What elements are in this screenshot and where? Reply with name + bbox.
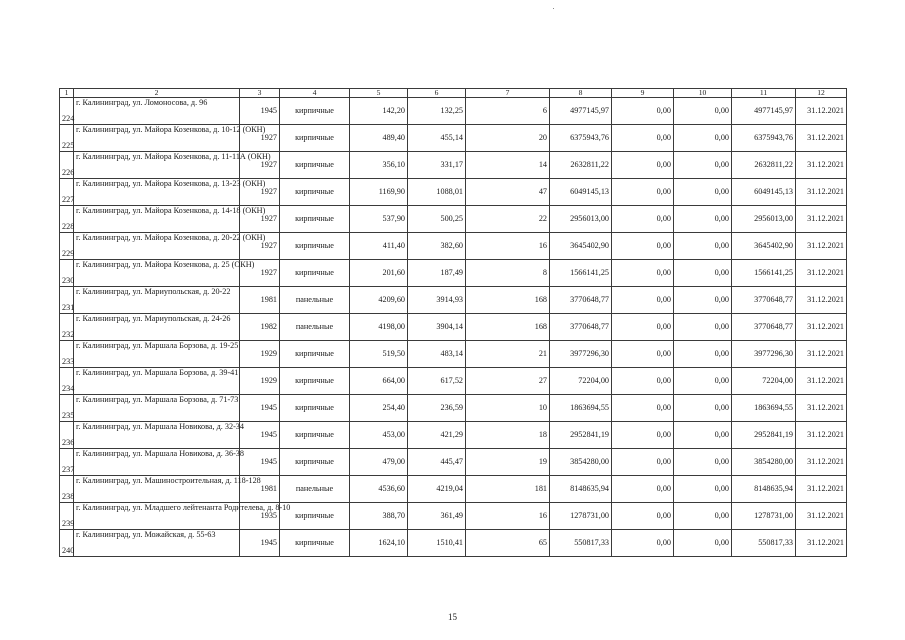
total-cost-cell: 1278731,00 bbox=[550, 503, 612, 530]
budget-cost-cell: 0,00 bbox=[674, 503, 732, 530]
owner-funds-cell: 72204,00 bbox=[732, 368, 796, 395]
residents-count-cell: 22 bbox=[466, 206, 550, 233]
table-row bbox=[60, 98, 847, 125]
total-area-cell: 356,10 bbox=[350, 152, 408, 179]
residents-count-cell: 20 bbox=[466, 125, 550, 152]
owner-funds-cell: 550817,33 bbox=[732, 530, 796, 557]
residential-area-cell: 455,14 bbox=[408, 125, 466, 152]
residents-count-cell: 14 bbox=[466, 152, 550, 179]
wall-material-cell: панельные bbox=[280, 314, 350, 341]
residential-area-cell: 236,59 bbox=[408, 395, 466, 422]
owner-funds-cell: 3645402,90 bbox=[732, 233, 796, 260]
completion-date-cell: 31.12.2021 bbox=[796, 125, 847, 152]
total-area-cell: 4198,00 bbox=[350, 314, 408, 341]
year-built-cell: 1945 bbox=[240, 395, 280, 422]
year-built-cell: 1927 bbox=[240, 179, 280, 206]
column-number: 11 bbox=[732, 89, 796, 98]
wall-material-cell: кирпичные bbox=[280, 260, 350, 287]
residential-area-cell: 445,47 bbox=[408, 449, 466, 476]
row-number-cell: 237 bbox=[60, 449, 74, 476]
fund-cost-cell: 0,00 bbox=[612, 260, 674, 287]
row-number-cell: 235 bbox=[60, 395, 74, 422]
wall-material-cell: кирпичные bbox=[280, 422, 350, 449]
row-number-cell: 228 bbox=[60, 206, 74, 233]
completion-date-cell: 31.12.2021 bbox=[796, 341, 847, 368]
residents-count-cell: 18 bbox=[466, 422, 550, 449]
owner-funds-cell: 1566141,25 bbox=[732, 260, 796, 287]
address-cell: г. Калининград, ул. Маршала Новикова, д. 36-38 bbox=[74, 449, 240, 476]
total-cost-cell: 1566141,25 bbox=[550, 260, 612, 287]
completion-date-cell: 31.12.2021 bbox=[796, 98, 847, 125]
address-cell: г. Калининград, ул. Майора Козенкова, д. 11-11А (ОКН) bbox=[74, 152, 240, 179]
wall-material-cell: панельные bbox=[280, 287, 350, 314]
residential-area-cell: 3904,14 bbox=[408, 314, 466, 341]
wall-material-cell: кирпичные bbox=[280, 341, 350, 368]
wall-material-cell: панельные bbox=[280, 476, 350, 503]
total-cost-cell: 2952841,19 bbox=[550, 422, 612, 449]
owner-funds-cell: 2632811,22 bbox=[732, 152, 796, 179]
year-built-cell: 1945 bbox=[240, 449, 280, 476]
residents-count-cell: 10 bbox=[466, 395, 550, 422]
total-area-cell: 479,00 bbox=[350, 449, 408, 476]
budget-cost-cell: 0,00 bbox=[674, 530, 732, 557]
fund-cost-cell: 0,00 bbox=[612, 395, 674, 422]
total-area-cell: 519,50 bbox=[350, 341, 408, 368]
year-built-cell: 1945 bbox=[240, 422, 280, 449]
residential-area-cell: 4219,04 bbox=[408, 476, 466, 503]
year-built-cell: 1927 bbox=[240, 260, 280, 287]
address-cell: г. Калининград, ул. Маршала Борзова, д. 39-41 bbox=[74, 368, 240, 395]
owner-funds-cell: 2952841,19 bbox=[732, 422, 796, 449]
address-cell: г. Калининград, ул. Мариупольская, д. 24-26 bbox=[74, 314, 240, 341]
wall-material-cell: кирпичные bbox=[280, 530, 350, 557]
fund-cost-cell: 0,00 bbox=[612, 125, 674, 152]
table-row bbox=[60, 341, 847, 368]
completion-date-cell: 31.12.2021 bbox=[796, 152, 847, 179]
year-built-cell: 1927 bbox=[240, 206, 280, 233]
table-row bbox=[60, 476, 847, 503]
address-cell: г. Калининград, ул. Майора Козенкова, д. 20-22 (ОКН) bbox=[74, 233, 240, 260]
residents-count-cell: 6 bbox=[466, 98, 550, 125]
year-built-cell: 1981 bbox=[240, 476, 280, 503]
row-number-cell: 225 bbox=[60, 125, 74, 152]
owner-funds-cell: 2956013,00 bbox=[732, 206, 796, 233]
row-number-cell: 231 bbox=[60, 287, 74, 314]
residential-area-cell: 3914,93 bbox=[408, 287, 466, 314]
budget-cost-cell: 0,00 bbox=[674, 206, 732, 233]
year-built-cell: 1927 bbox=[240, 233, 280, 260]
total-area-cell: 4209,60 bbox=[350, 287, 408, 314]
residents-count-cell: 16 bbox=[466, 233, 550, 260]
residential-area-cell: 331,17 bbox=[408, 152, 466, 179]
fund-cost-cell: 0,00 bbox=[612, 179, 674, 206]
total-cost-cell: 2632811,22 bbox=[550, 152, 612, 179]
column-number: 7 bbox=[466, 89, 550, 98]
owner-funds-cell: 3770648,77 bbox=[732, 287, 796, 314]
address-cell: г. Калининград, ул. Маршала Новикова, д. 32-34 bbox=[74, 422, 240, 449]
table-row bbox=[60, 287, 847, 314]
completion-date-cell: 31.12.2021 bbox=[796, 314, 847, 341]
owner-funds-cell: 6375943,76 bbox=[732, 125, 796, 152]
budget-cost-cell: 0,00 bbox=[674, 449, 732, 476]
owner-funds-cell: 1863694,55 bbox=[732, 395, 796, 422]
total-cost-cell: 550817,33 bbox=[550, 530, 612, 557]
residents-count-cell: 181 bbox=[466, 476, 550, 503]
row-number-cell: 236 bbox=[60, 422, 74, 449]
table-row bbox=[60, 152, 847, 179]
fund-cost-cell: 0,00 bbox=[612, 341, 674, 368]
wall-material-cell: кирпичные bbox=[280, 233, 350, 260]
total-cost-cell: 1863694,55 bbox=[550, 395, 612, 422]
fund-cost-cell: 0,00 bbox=[612, 206, 674, 233]
residents-count-cell: 8 bbox=[466, 260, 550, 287]
budget-cost-cell: 0,00 bbox=[674, 125, 732, 152]
owner-funds-cell: 3770648,77 bbox=[732, 314, 796, 341]
owner-funds-cell: 3854280,00 bbox=[732, 449, 796, 476]
address-cell: г. Калининград, ул. Майора Козенкова, д. 13-23 (ОКН) bbox=[74, 179, 240, 206]
residential-area-cell: 361,49 bbox=[408, 503, 466, 530]
total-cost-cell: 8148635,94 bbox=[550, 476, 612, 503]
owner-funds-cell: 1278731,00 bbox=[732, 503, 796, 530]
completion-date-cell: 31.12.2021 bbox=[796, 179, 847, 206]
year-built-cell: 1929 bbox=[240, 368, 280, 395]
total-cost-cell: 72204,00 bbox=[550, 368, 612, 395]
completion-date-cell: 31.12.2021 bbox=[796, 422, 847, 449]
completion-date-cell: 31.12.2021 bbox=[796, 260, 847, 287]
residents-count-cell: 19 bbox=[466, 449, 550, 476]
residents-count-cell: 65 bbox=[466, 530, 550, 557]
column-number: 9 bbox=[612, 89, 674, 98]
wall-material-cell: кирпичные bbox=[280, 395, 350, 422]
total-cost-cell: 3977296,30 bbox=[550, 341, 612, 368]
row-number-cell: 239 bbox=[60, 503, 74, 530]
row-number-cell: 232 bbox=[60, 314, 74, 341]
residents-count-cell: 168 bbox=[466, 287, 550, 314]
budget-cost-cell: 0,00 bbox=[674, 260, 732, 287]
fund-cost-cell: 0,00 bbox=[612, 98, 674, 125]
total-area-cell: 453,00 bbox=[350, 422, 408, 449]
table-row bbox=[60, 395, 847, 422]
residents-count-cell: 16 bbox=[466, 503, 550, 530]
fund-cost-cell: 0,00 bbox=[612, 233, 674, 260]
completion-date-cell: 31.12.2021 bbox=[796, 368, 847, 395]
budget-cost-cell: 0,00 bbox=[674, 314, 732, 341]
wall-material-cell: кирпичные bbox=[280, 449, 350, 476]
residents-count-cell: 168 bbox=[466, 314, 550, 341]
fund-cost-cell: 0,00 bbox=[612, 503, 674, 530]
budget-cost-cell: 0,00 bbox=[674, 368, 732, 395]
year-built-cell: 1945 bbox=[240, 98, 280, 125]
completion-date-cell: 31.12.2021 bbox=[796, 449, 847, 476]
column-number-row bbox=[60, 89, 847, 98]
total-area-cell: 1169,90 bbox=[350, 179, 408, 206]
wall-material-cell: кирпичные bbox=[280, 98, 350, 125]
residents-count-cell: 27 bbox=[466, 368, 550, 395]
residents-count-cell: 47 bbox=[466, 179, 550, 206]
row-number-cell: 240 bbox=[60, 530, 74, 557]
year-built-cell: 1927 bbox=[240, 125, 280, 152]
column-number: 12 bbox=[796, 89, 847, 98]
table-row bbox=[60, 260, 847, 287]
budget-cost-cell: 0,00 bbox=[674, 476, 732, 503]
budget-cost-cell: 0,00 bbox=[674, 179, 732, 206]
year-built-cell: 1982 bbox=[240, 314, 280, 341]
scan-speck bbox=[553, 8, 554, 9]
column-number: 2 bbox=[74, 89, 240, 98]
budget-cost-cell: 0,00 bbox=[674, 422, 732, 449]
column-number: 8 bbox=[550, 89, 612, 98]
completion-date-cell: 31.12.2021 bbox=[796, 287, 847, 314]
column-number: 3 bbox=[240, 89, 280, 98]
column-number: 4 bbox=[280, 89, 350, 98]
owner-funds-cell: 3977296,30 bbox=[732, 341, 796, 368]
total-area-cell: 254,40 bbox=[350, 395, 408, 422]
fund-cost-cell: 0,00 bbox=[612, 152, 674, 179]
wall-material-cell: кирпичные bbox=[280, 206, 350, 233]
fund-cost-cell: 0,00 bbox=[612, 287, 674, 314]
residential-area-cell: 187,49 bbox=[408, 260, 466, 287]
table-row bbox=[60, 368, 847, 395]
total-cost-cell: 3645402,90 bbox=[550, 233, 612, 260]
residential-area-cell: 500,25 bbox=[408, 206, 466, 233]
row-number-cell: 233 bbox=[60, 341, 74, 368]
budget-cost-cell: 0,00 bbox=[674, 98, 732, 125]
table-row bbox=[60, 530, 847, 557]
row-number-cell: 229 bbox=[60, 233, 74, 260]
address-cell: г. Калининград, ул. Маршала Борзова, д. 71-73 bbox=[74, 395, 240, 422]
total-cost-cell: 6049145,13 bbox=[550, 179, 612, 206]
address-cell: г. Калининград, ул. Майора Козенкова, д. 25 (ОКН) bbox=[74, 260, 240, 287]
fund-cost-cell: 0,00 bbox=[612, 422, 674, 449]
completion-date-cell: 31.12.2021 bbox=[796, 395, 847, 422]
fund-cost-cell: 0,00 bbox=[612, 476, 674, 503]
fund-cost-cell: 0,00 bbox=[612, 368, 674, 395]
housing-register-table bbox=[59, 88, 847, 557]
year-built-cell: 1981 bbox=[240, 287, 280, 314]
budget-cost-cell: 0,00 bbox=[674, 287, 732, 314]
wall-material-cell: кирпичные bbox=[280, 503, 350, 530]
total-cost-cell: 3770648,77 bbox=[550, 287, 612, 314]
row-number-cell: 230 bbox=[60, 260, 74, 287]
address-cell: г. Калининград, ул. Маршала Борзова, д. 19-25 bbox=[74, 341, 240, 368]
table-row bbox=[60, 206, 847, 233]
year-built-cell: 1935 bbox=[240, 503, 280, 530]
address-cell: г. Калининград, ул. Мариупольская, д. 20-22 bbox=[74, 287, 240, 314]
residential-area-cell: 421,29 bbox=[408, 422, 466, 449]
residents-count-cell: 21 bbox=[466, 341, 550, 368]
row-number-cell: 224 bbox=[60, 98, 74, 125]
year-built-cell: 1927 bbox=[240, 152, 280, 179]
page-number: 15 bbox=[448, 612, 457, 622]
total-cost-cell: 3854280,00 bbox=[550, 449, 612, 476]
address-cell: г. Калининград, ул. Майора Козенкова, д. 14-18 (ОКН) bbox=[74, 206, 240, 233]
row-number-cell: 226 bbox=[60, 152, 74, 179]
row-number-cell: 234 bbox=[60, 368, 74, 395]
total-cost-cell: 6375943,76 bbox=[550, 125, 612, 152]
column-number: 1 bbox=[60, 89, 74, 98]
residential-area-cell: 1510,41 bbox=[408, 530, 466, 557]
address-cell: г. Калининград, ул. Машиностроительная, д. 118-128 bbox=[74, 476, 240, 503]
wall-material-cell: кирпичные bbox=[280, 152, 350, 179]
residential-area-cell: 617,52 bbox=[408, 368, 466, 395]
total-cost-cell: 4977145,97 bbox=[550, 98, 612, 125]
total-area-cell: 142,20 bbox=[350, 98, 408, 125]
column-number: 6 bbox=[408, 89, 466, 98]
year-built-cell: 1945 bbox=[240, 530, 280, 557]
completion-date-cell: 31.12.2021 bbox=[796, 530, 847, 557]
owner-funds-cell: 4977145,97 bbox=[732, 98, 796, 125]
wall-material-cell: кирпичные bbox=[280, 368, 350, 395]
budget-cost-cell: 0,00 bbox=[674, 152, 732, 179]
total-area-cell: 1624,10 bbox=[350, 530, 408, 557]
completion-date-cell: 31.12.2021 bbox=[796, 476, 847, 503]
completion-date-cell: 31.12.2021 bbox=[796, 233, 847, 260]
total-area-cell: 664,00 bbox=[350, 368, 408, 395]
owner-funds-cell: 8148635,94 bbox=[732, 476, 796, 503]
residential-area-cell: 132,25 bbox=[408, 98, 466, 125]
total-area-cell: 537,90 bbox=[350, 206, 408, 233]
fund-cost-cell: 0,00 bbox=[612, 530, 674, 557]
table-row bbox=[60, 179, 847, 206]
row-number-cell: 238 bbox=[60, 476, 74, 503]
address-cell: г. Калининград, ул. Майора Козенкова, д. 10-12 (ОКН) bbox=[74, 125, 240, 152]
wall-material-cell: кирпичные bbox=[280, 179, 350, 206]
residential-area-cell: 382,60 bbox=[408, 233, 466, 260]
completion-date-cell: 31.12.2021 bbox=[796, 503, 847, 530]
total-area-cell: 388,70 bbox=[350, 503, 408, 530]
budget-cost-cell: 0,00 bbox=[674, 233, 732, 260]
table-row bbox=[60, 422, 847, 449]
total-cost-cell: 2956013,00 bbox=[550, 206, 612, 233]
wall-material-cell: кирпичные bbox=[280, 125, 350, 152]
table-row bbox=[60, 314, 847, 341]
total-area-cell: 411,40 bbox=[350, 233, 408, 260]
fund-cost-cell: 0,00 bbox=[612, 449, 674, 476]
owner-funds-cell: 6049145,13 bbox=[732, 179, 796, 206]
total-area-cell: 201,60 bbox=[350, 260, 408, 287]
column-number: 10 bbox=[674, 89, 732, 98]
budget-cost-cell: 0,00 bbox=[674, 395, 732, 422]
total-area-cell: 4536,60 bbox=[350, 476, 408, 503]
year-built-cell: 1929 bbox=[240, 341, 280, 368]
residential-area-cell: 1088,01 bbox=[408, 179, 466, 206]
address-cell: г. Калининград, ул. Ломоносова, д. 96 bbox=[74, 98, 240, 125]
row-number-cell: 227 bbox=[60, 179, 74, 206]
residential-area-cell: 483,14 bbox=[408, 341, 466, 368]
table-row bbox=[60, 233, 847, 260]
column-number: 5 bbox=[350, 89, 408, 98]
total-cost-cell: 3770648,77 bbox=[550, 314, 612, 341]
total-area-cell: 489,40 bbox=[350, 125, 408, 152]
completion-date-cell: 31.12.2021 bbox=[796, 206, 847, 233]
table-row bbox=[60, 125, 847, 152]
table-row bbox=[60, 503, 847, 530]
budget-cost-cell: 0,00 bbox=[674, 341, 732, 368]
address-cell: г. Калининград, ул. Младшего лейтенанта Родителева, д. 8-10 bbox=[74, 503, 240, 530]
fund-cost-cell: 0,00 bbox=[612, 314, 674, 341]
address-cell: г. Калининград, ул. Можайская, д. 55-63 bbox=[74, 530, 240, 557]
table-row bbox=[60, 449, 847, 476]
